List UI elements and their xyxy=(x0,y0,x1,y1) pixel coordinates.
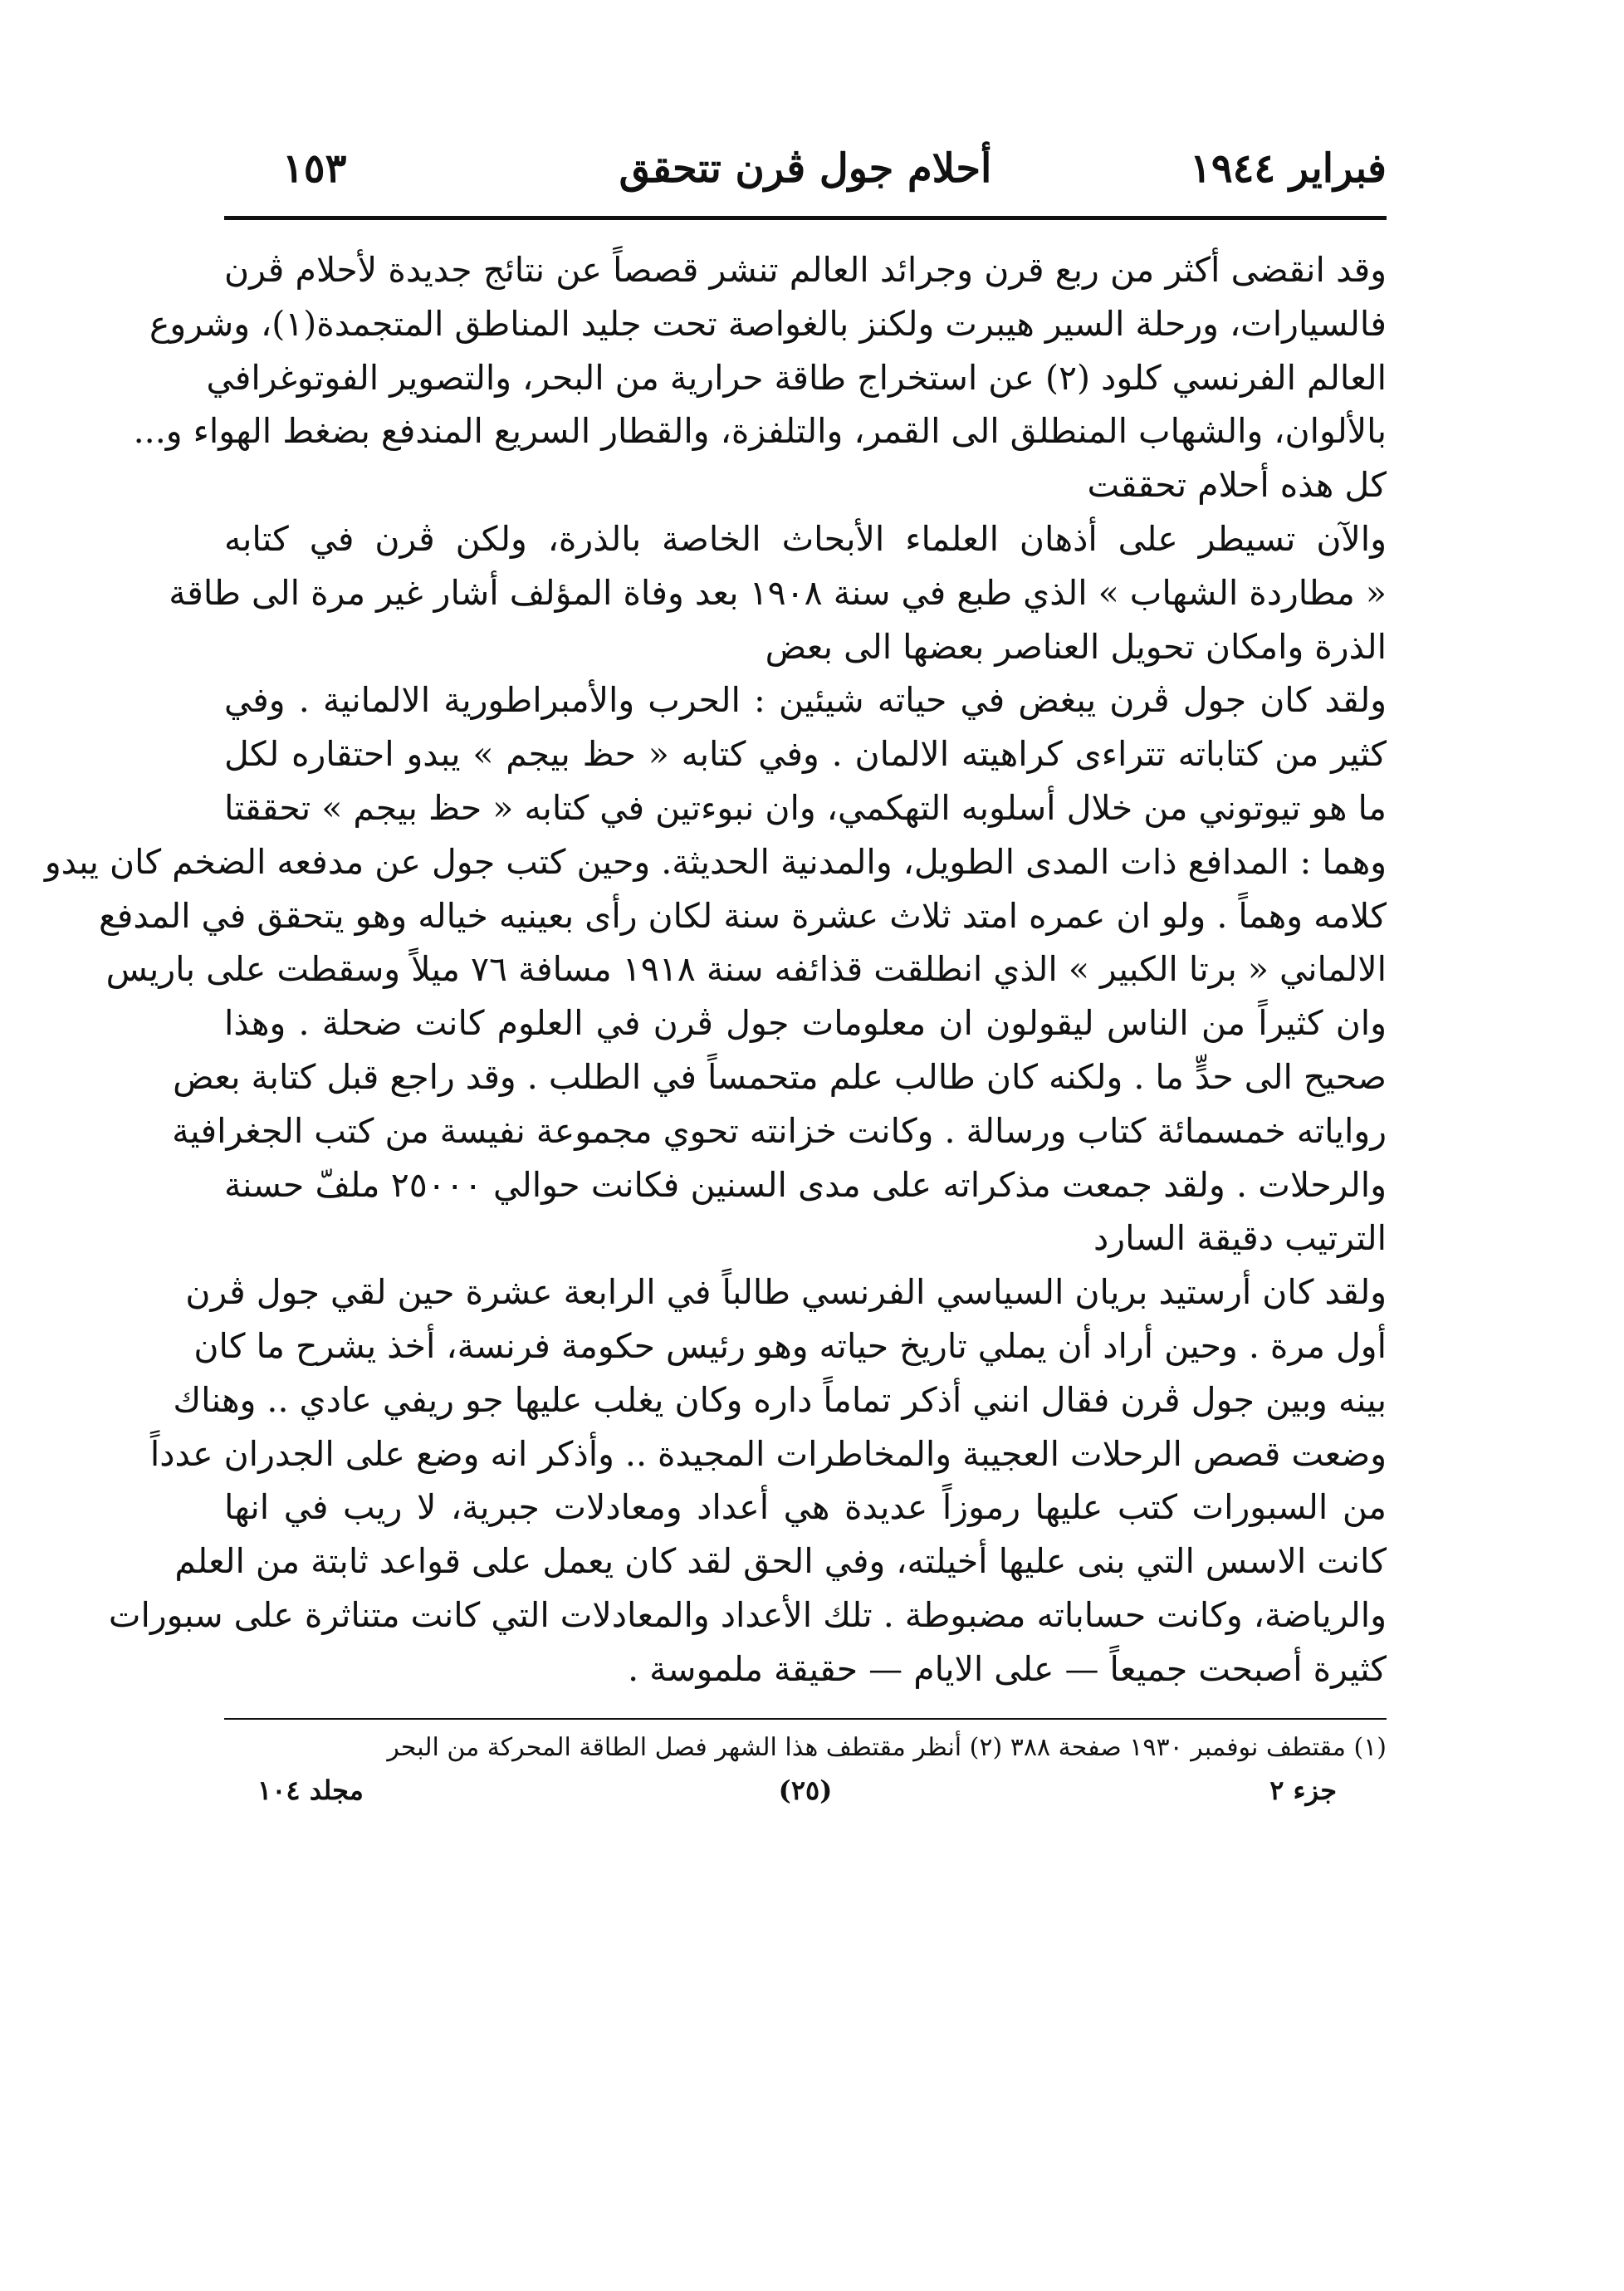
text-line: العالم الفرنسي كلود (٢) عن استخراج طاقة حرارية من البحر، والتصوير الفوتوغرافي xyxy=(206,357,1387,398)
text-line: وهما : المدافع ذات المدى الطويل، والمدنية الحديثة. وحين كتب جول عن مدفعه الضخم كان يبدو xyxy=(44,841,1387,882)
paragraph xyxy=(44,673,1387,996)
page-header xyxy=(224,125,1387,216)
text-line: الالماني « برتا الكبير » الذي انطلقت قذائفه سنة ١٩١٨ مسافة ٧٦ ميلاً وسقطت على باريس xyxy=(105,949,1387,990)
text-line: والآن تسيطر على أذهان العلماء الأبحاث الخاصة بالذرة، ولكن ڤرن في كتابه xyxy=(224,518,1387,559)
paragraph xyxy=(172,996,1387,1265)
page-footer xyxy=(224,1775,1387,1824)
text-line: والرحلات . ولقد جمعت مذكراته على مدى السنين فكانت حوالي ٢٥٠٠٠ ملفّ حسنة xyxy=(224,1164,1387,1205)
text-line: كثير من كتاباته تتراءى كراهيته الالمان . وفي كتابه « حظ بيجم » يبدو احتقاره لكل xyxy=(224,734,1387,775)
article-body xyxy=(44,243,1387,1696)
footnote-rule xyxy=(224,1718,1387,1720)
paragraph xyxy=(108,1265,1387,1696)
header-title: أحلام جول ڤرن تتحقق xyxy=(619,145,992,192)
text-line: « مطاردة الشهاب » الذي طبع في سنة ١٩٠٨ بعد وفاة المؤلف أشار غير مرة الى طاقة xyxy=(169,572,1387,613)
header-rule xyxy=(224,216,1387,220)
footnote: (١) مقتطف نوفمبر ١٩٣٠ صفحة ٣٨٨ (٢) أنظر مقتطف هذا الشهر فصل الطاقة المحركة من البحر xyxy=(387,1732,1387,1762)
text-line: أول مرة . وحين أراد أن يملي تاريخ حياته وهو رئيس حكومة فرنسة، أخذ يشرح ما كان xyxy=(193,1325,1387,1366)
header-page-number: ١٥٣ xyxy=(282,145,347,192)
text-line: ولقد كان جول ڤرن يبغض في حياته شيئين : الحرب والأمبراطورية الالمانية . وفي xyxy=(224,680,1387,721)
text-line: صحيح الى حدٍّ ما . ولكنه كان طالب علم متحمساً في الطلب . وقد راجع قبل كتابة بعض xyxy=(173,1056,1387,1097)
text-line: ولقد كان أرستيد بريان السياسي الفرنسي طالباً في الرابعة عشرة حين لقي جول ڤرن xyxy=(185,1272,1387,1313)
paragraph xyxy=(169,512,1387,673)
text-line: الذرة وامكان تحويل العناصر بعضها الى بعض xyxy=(765,626,1387,667)
text-line: كل هذه أحلام تحققت xyxy=(1087,465,1387,506)
document-page xyxy=(44,125,1387,1824)
footer-number: (٢٥) xyxy=(778,1774,833,1806)
text-line: بالألوان، والشهاب المنطلق الى القمر، والتلفزة، والقطار السريع المندفع بضغط الهواء و... xyxy=(133,411,1387,452)
text-line: ما هو تيوتوني من خلال أسلوبه التهكمي، وان نبوءتين في كتابه « حظ بيجم » تحققتا xyxy=(224,787,1387,828)
text-line: كلامه وهماً . ولو ان عمره امتد ثلاث عشرة سنة لكان رأى بعينيه خياله وهو يتحقق في المدفع xyxy=(98,895,1387,936)
text-line: وضعت قصص الرحلات العجيبة والمخاطرات المجيدة .. وأذكر انه وضع على الجدران عدداً xyxy=(149,1433,1387,1474)
text-line: رواياته خمسمائة كتاب ورسالة . وكانت خزانته تحوي مجموعة نفيسة من كتب الجغرافية xyxy=(172,1110,1387,1151)
text-line: وان كثيراً من الناس ليقولون ان معلومات جول ڤرن في العلوم كانت ضحلة . وهذا xyxy=(224,1003,1387,1044)
text-line: وقد انقضى أكثر من ربع قرن وجرائد العالم تنشر قصصاً عن نتائج جديدة لأحلام ڤرن xyxy=(224,250,1387,290)
text-line: الترتيب دقيقة السارد xyxy=(1093,1218,1387,1259)
footer-volume: مجلد ١٠٤ xyxy=(257,1774,364,1806)
paragraph xyxy=(133,243,1387,512)
text-line: بينه وبين جول ڤرن فقال انني أذكر تماماً داره وكان يغلب عليها جو ريفي عادي .. وهناك xyxy=(173,1379,1387,1420)
text-line: فالسيارات، ورحلة السير هيبرت ولكنز بالغواصة تحت جليد المناطق المتجمدة(١)، وشروع xyxy=(149,303,1387,344)
text-line: كثيرة أصبحت جميعاً — على الايام — حقيقة ملموسة . xyxy=(628,1648,1387,1689)
text-line: والرياضة، وكانت حساباته مضبوطة . تلك الأعداد والمعادلات التي كانت متناثرة على سبورات xyxy=(108,1594,1387,1635)
footer-part: جزء ٢ xyxy=(1269,1774,1337,1806)
header-date: فبراير ١٩٤٤ xyxy=(1190,145,1387,192)
text-line: كانت الاسس التي بنى عليها أخيلته، وفي الحق لقد كان يعمل على قواعد ثابتة من العلم xyxy=(174,1541,1387,1582)
text-line: من السبورات كتب عليها رموزاً عديدة هي أعداد ومعادلات جبرية، لا ريب في انها xyxy=(224,1487,1387,1528)
